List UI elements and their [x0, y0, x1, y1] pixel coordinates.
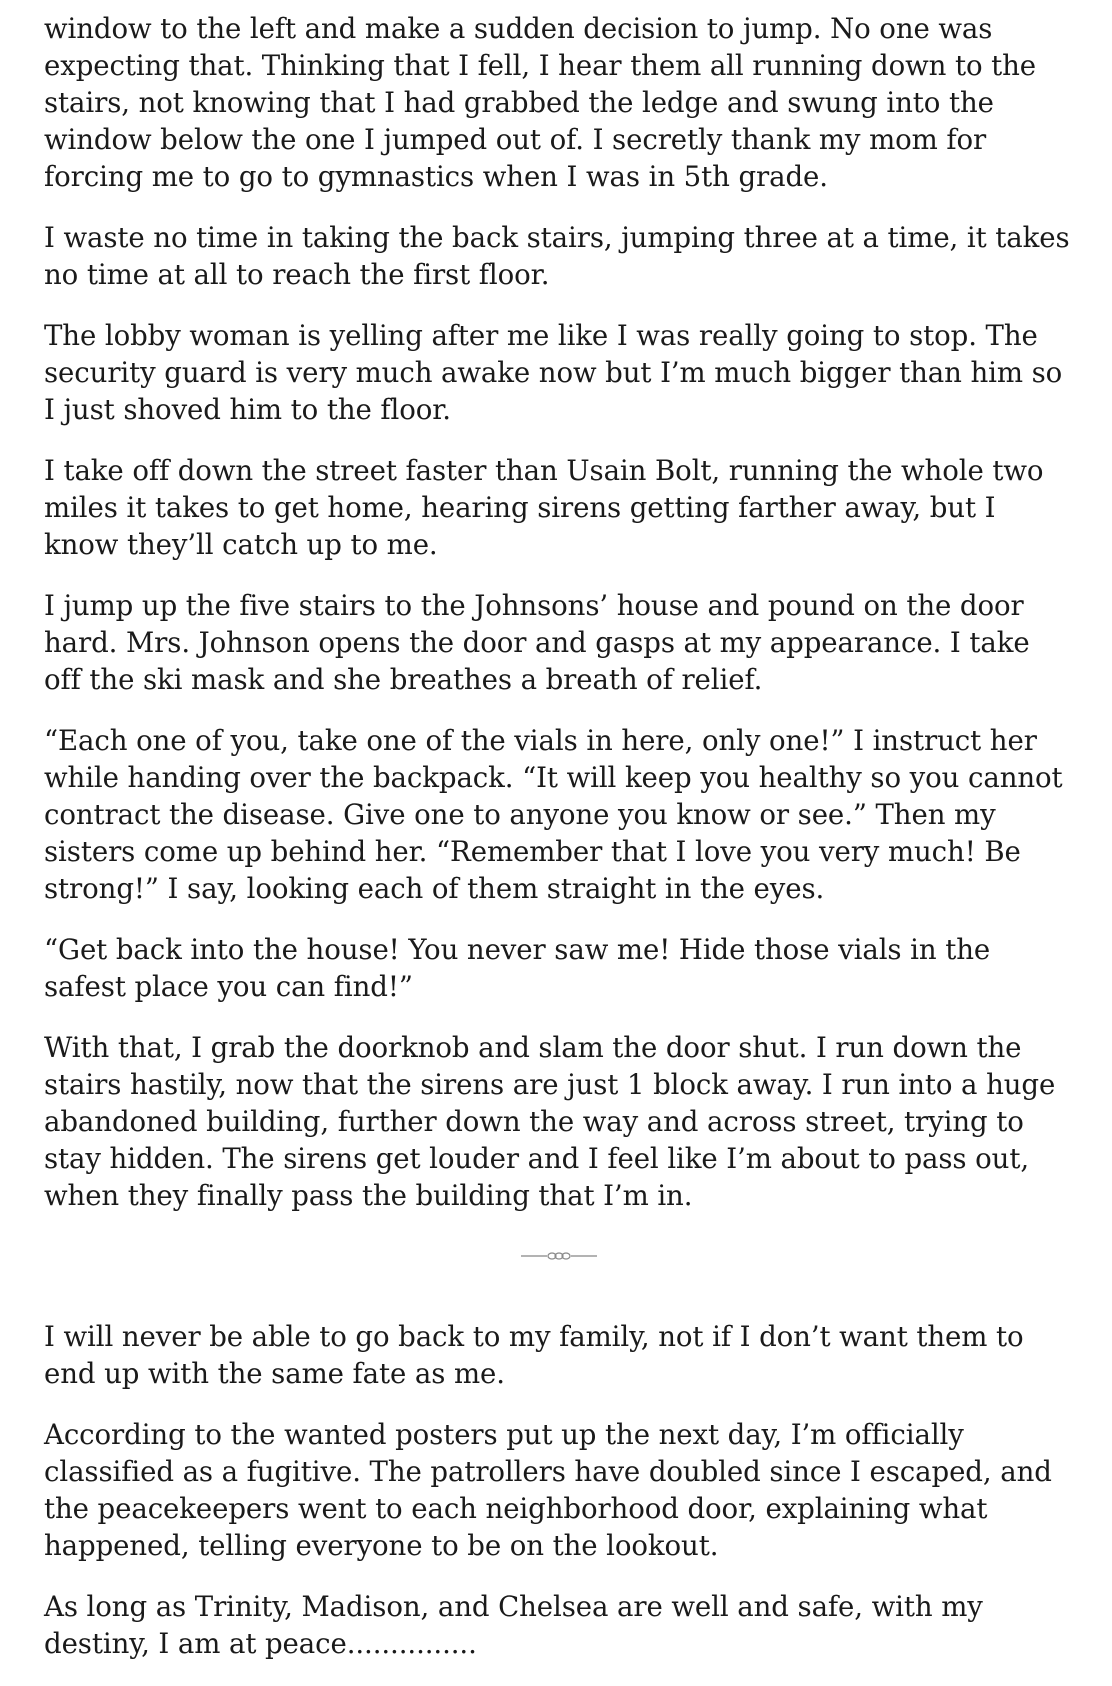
- paragraph: The lobby woman is yelling after me like I was really going to stop. The security guard is very much awake now but I’m much bigger than him so I just shoved him to the floor.: [44, 319, 1063, 426]
- paragraph: I waste no time in taking the back stairs, jumping three at a time, it takes no time at all to reach the first floor.: [44, 221, 1070, 291]
- paragraph: “Each one of you, take one of the vials in here, only one!” I instruct her while handing over the backpack. “It will keep you healthy so you cannot contract the disease. Give one to anyone you know or see.” Then my sisters come up behind her. “Remember that I love you very much! Be strong!” I say, looking each of them straight in the eyes.: [44, 724, 1063, 905]
- reading-page: [44, 10, 1074, 1686]
- paragraph: I jump up the five stairs to the Johnsons’ house and pound on the door hard. Mrs. Johnson opens the door and gasps at my appearance. I take off the ski mask and she breathes a breath of relief.: [44, 589, 1030, 696]
- paragraph: “Get back into the house! You never saw me! Hide those vials in the safest place you can find!”: [44, 933, 991, 1003]
- paragraph: I will never be able to go back to my family, not if I don’t want them to end up with the same fate as me.: [44, 1320, 1024, 1390]
- paragraph: According to the wanted posters put up the next day, I’m officially classified as a fugitive. The patrollers have doubled since I escaped, and the peacekeepers went to each neighborhood door, explaining what happened, telling everyone to be on the lookout.: [44, 1418, 1052, 1562]
- paragraph: I take off down the street faster than Usain Bolt, running the whole two miles it takes to get home, hearing sirens getting farther away, but I know they’ll catch up to me.: [44, 454, 1044, 561]
- paragraph: As long as Trinity, Madison, and Chelsea are well and safe, with my destiny, I am at peace...............: [44, 1590, 983, 1660]
- section-break: [44, 1238, 1074, 1274]
- paragraph: window to the left and make a sudden decision to jump. No one was expecting that. Thinking that I fell, I hear them all running down to the stairs, not knowing that I had grabbed the ledge and swung into the window below the one I jumped out of. I secretly thank my mom for forcing me to go to gymnastics when I was in 5th grade.: [44, 12, 1037, 193]
- paragraph: With that, I grab the doorknob and slam the door shut. I run down the stairs hastily, now that the sirens are just 1 block away. I run into a huge abandoned building, further down the way and across street, trying to stay hidden. The sirens get louder and I feel like I’m about to pass out, when they finally pass the building that I’m in.: [44, 1031, 1056, 1212]
- ornamental-divider-icon: [519, 1250, 599, 1262]
